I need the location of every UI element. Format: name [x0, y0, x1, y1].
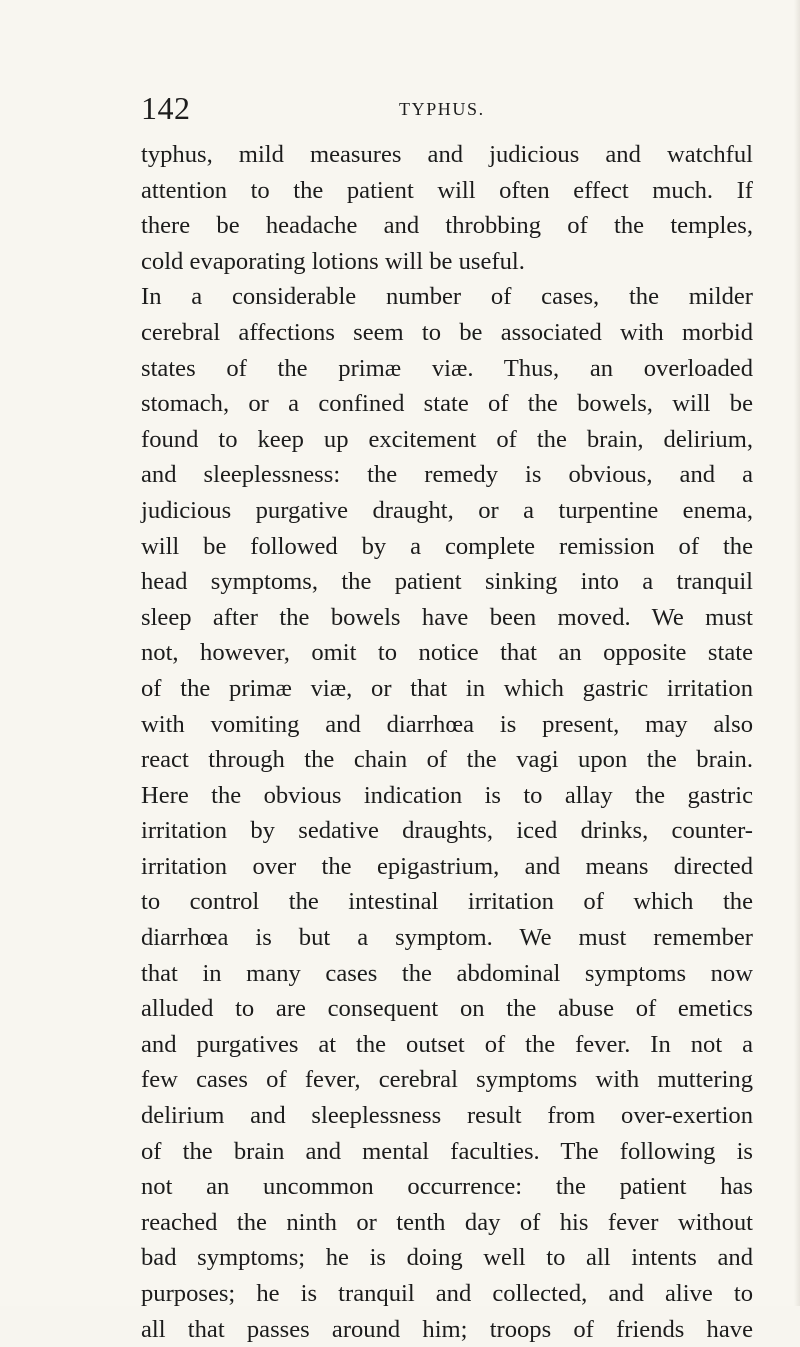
- text-line: not, however, omit to notice that an opposite state: [141, 639, 753, 667]
- text-line: stomach, or a confined state of the bowels, will be: [141, 390, 753, 418]
- text-line: typhus, mild measures and judicious and watchful: [141, 141, 753, 168]
- running-title: TYPHUS.: [399, 99, 485, 119]
- text-line: there be headache and throbbing of the temples,: [141, 212, 753, 240]
- text-line: will be followed by a complete remission of the: [141, 532, 753, 560]
- text-line: Here the obvious indication is to allay the gastric: [141, 781, 753, 809]
- text-line: found to keep up excitement of the brain, delirium,: [141, 425, 753, 453]
- text-line: of the brain and mental faculties. The following is: [141, 1137, 753, 1165]
- page-edge-shadow: [794, 0, 800, 1306]
- text-line: not an uncommon occurrence: the patient has: [141, 1173, 753, 1201]
- text-line: bad symptoms; he is doing well to all intents and: [141, 1244, 753, 1272]
- text-line: alluded to are consequent on the abuse of emetics: [141, 995, 753, 1023]
- text-line: judicious purgative draught, or a turpentine enema,: [141, 496, 753, 524]
- text-line: diarrhœa is but a symptom. We must remember: [141, 924, 753, 952]
- text-line: delirium and sleeplessness result from over-exertion: [141, 1102, 753, 1130]
- text-line: and purgatives at the outset of the fever. In not a: [141, 1030, 753, 1058]
- text-line: reached the ninth or tenth day of his fever without: [141, 1208, 753, 1236]
- text-line: react through the chain of the vagi upon the brain.: [141, 746, 753, 774]
- text-line: sleep after the bowels have been moved. We must: [141, 603, 753, 631]
- text-line: few cases of fever, cerebral symptoms with muttering: [141, 1066, 753, 1094]
- text-line: and sleeplessness: the remedy is obvious, and a: [141, 461, 753, 489]
- running-head: [141, 88, 753, 128]
- text-line: that in many cases the abdominal symptoms now: [141, 959, 753, 987]
- text-line-paragraph-end: cold evaporating lotions will be useful.: [141, 247, 525, 275]
- text-line: irritation by sedative draughts, iced drinks, counter-: [141, 817, 753, 845]
- text-line: with vomiting and diarrhœa is present, may also: [141, 710, 753, 738]
- text-line: purposes; he is tranquil and collected, and alive to: [141, 1280, 753, 1307]
- text-line: to control the intestinal irritation of which the: [141, 888, 753, 916]
- page-number: 142: [141, 90, 191, 126]
- text-line: head symptoms, the patient sinking into a tranquil: [141, 568, 753, 596]
- text-line: attention to the patient will often effect much. If: [141, 176, 753, 204]
- text-line: of the primæ viæ, or that in which gastric irritation: [141, 674, 753, 702]
- text-line: irritation over the epigastrium, and means directed: [141, 852, 753, 880]
- text-line: cerebral affections seem to be associated with morbid: [141, 318, 753, 346]
- body-text: [141, 137, 753, 1347]
- text-line: all that passes around him; troops of friends have: [141, 1315, 753, 1343]
- text-line: states of the primæ viæ. Thus, an overloaded: [141, 354, 753, 382]
- text-line-paragraph-start: In a considerable number of cases, the milder: [141, 283, 753, 311]
